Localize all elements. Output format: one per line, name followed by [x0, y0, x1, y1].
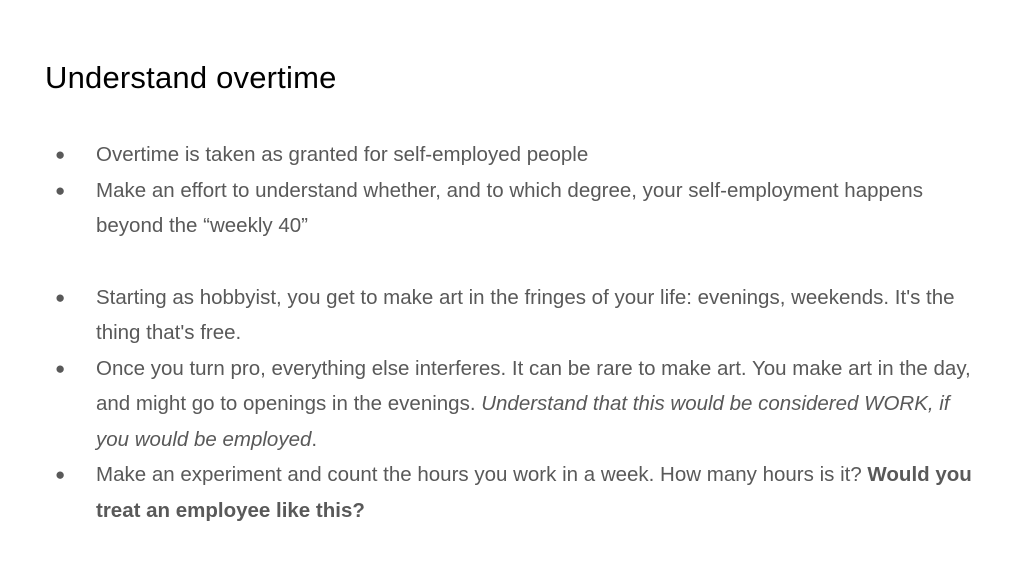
- item-text: Once you turn pro, everything else interferes. It can be rare to make art. You make art in the day, and might go to openings in the evenings.: [96, 356, 971, 415]
- item-text: Starting as hobbyist, you get to make art in the fringes of your life: evenings, weekends. It's the thing that's free.: [96, 285, 955, 344]
- bullet-icon: ●: [55, 465, 66, 484]
- item-text: Make an effort to understand whether, and to which degree, your self-employment happens beyond the “weekly 40”: [96, 178, 923, 237]
- list-item: [0, 137, 1024, 173]
- bullet-icon: ●: [55, 145, 66, 164]
- item-bold-text: Would you treat an employee like this?: [96, 463, 972, 522]
- item-tail-text: .: [311, 427, 318, 451]
- list-item: [0, 173, 1024, 244]
- list-item: [0, 280, 1024, 351]
- list-item: [0, 351, 1024, 458]
- item-text: Make an experiment and count the hours you work in a week. How many hours is it?: [96, 463, 868, 486]
- item-text: Overtime is taken as granted for self-employed people: [96, 143, 589, 166]
- item-italic-text: Understand that this would be considered WORK, if you would be employed: [96, 392, 950, 451]
- bullet-icon: ●: [55, 287, 66, 307]
- list-item: [0, 457, 1024, 528]
- bullet-icon: ●: [55, 358, 66, 378]
- slide-title: Understand overtime: [45, 60, 337, 95]
- bullet-icon: ●: [55, 180, 66, 200]
- bullet-list: [0, 137, 1024, 528]
- list-spacer: [0, 244, 1024, 280]
